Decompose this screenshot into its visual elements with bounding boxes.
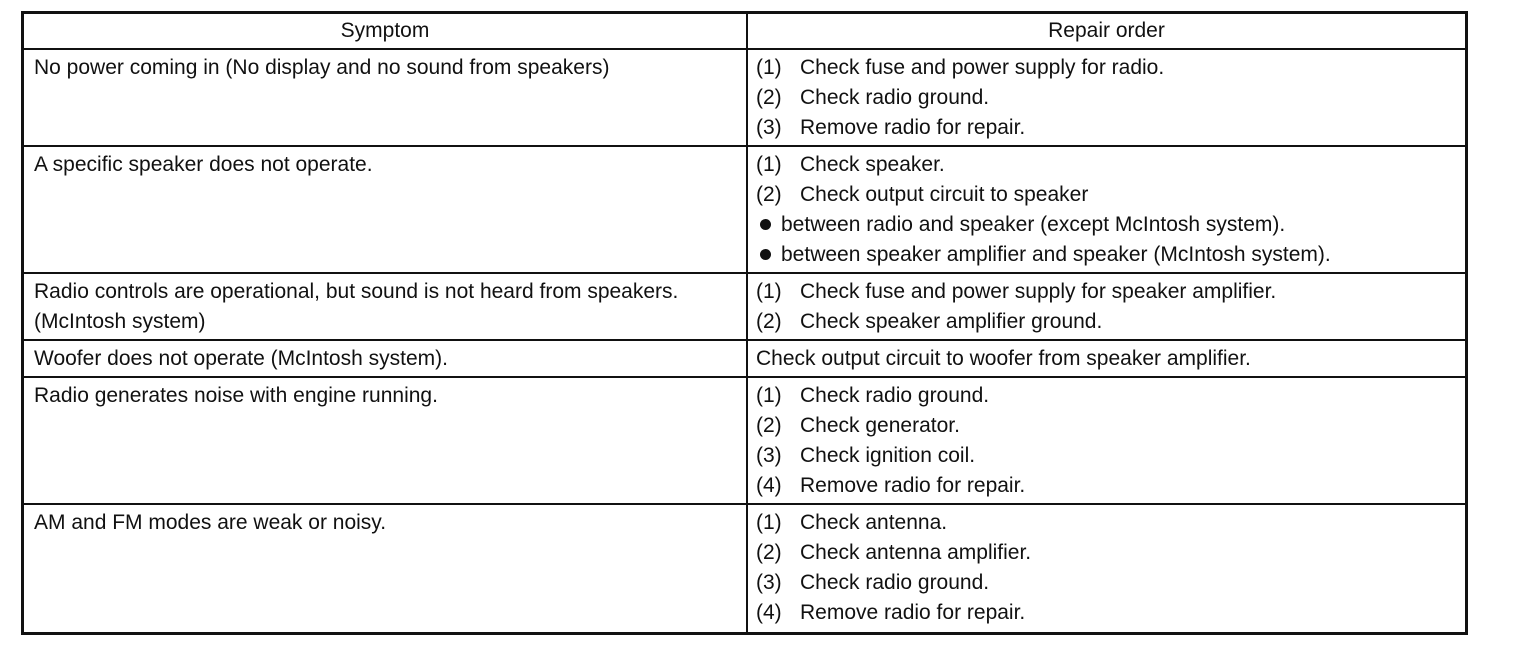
step-text: Check radio ground. — [800, 384, 990, 407]
step-number: (3) — [756, 444, 782, 467]
step-text: Check radio ground. — [800, 86, 990, 109]
step-number: (1) — [756, 511, 782, 534]
step-number: (2) — [756, 414, 782, 437]
repair-step — [756, 307, 1465, 337]
repair-step — [756, 568, 1465, 598]
step-text: Check fuse and power supply for radio. — [800, 56, 1165, 79]
step-text: Check ignition coil. — [800, 444, 976, 467]
step-text: Check output circuit to speaker — [800, 183, 1089, 206]
repair-step — [756, 471, 1465, 501]
step-text: Check antenna amplifier. — [800, 541, 1032, 564]
repair-order-cell — [747, 340, 1465, 377]
symptom-cell: Radio generates noise with engine running. — [24, 377, 747, 504]
step-number: (1) — [756, 384, 782, 407]
bullet-icon — [760, 219, 771, 230]
step-text: Check radio ground. — [800, 571, 990, 594]
repair-order-cell — [747, 49, 1465, 146]
table-row — [24, 340, 1465, 377]
step-number: (2) — [756, 86, 782, 109]
step-text: Remove radio for repair. — [800, 474, 1026, 497]
step-text: Check fuse and power supply for speaker amplifier. — [800, 280, 1277, 303]
symptom-cell: AM and FM modes are weak or noisy. — [24, 504, 747, 632]
repair-order-cell — [747, 504, 1465, 632]
step-text: Check speaker amplifier ground. — [800, 310, 1103, 333]
repair-order-cell — [747, 377, 1465, 504]
symptom-cell: Woofer does not operate (McIntosh system). — [24, 340, 747, 377]
repair-step — [756, 508, 1465, 538]
repair-sub-item — [756, 240, 1465, 270]
repair-step-text: Check output circuit to woofer from speaker amplifier. — [756, 347, 1251, 370]
sub-item-text: between radio and speaker (except McIntosh system). — [781, 213, 1286, 236]
step-text: Remove radio for repair. — [800, 116, 1026, 139]
step-text: Check generator. — [800, 414, 960, 437]
step-number: (1) — [756, 280, 782, 303]
step-text: Check speaker. — [800, 153, 945, 176]
table-row — [24, 146, 1465, 273]
symptom-repair-table — [24, 14, 1465, 632]
header-symptom: Symptom — [24, 14, 747, 49]
repair-step — [756, 150, 1465, 180]
step-number: (3) — [756, 571, 782, 594]
table-row — [24, 273, 1465, 340]
repair-step — [756, 113, 1465, 143]
repair-step — [756, 538, 1465, 568]
table-row — [24, 49, 1465, 146]
step-number: (4) — [756, 601, 782, 624]
step-number: (3) — [756, 116, 782, 139]
header-row — [24, 14, 1465, 49]
repair-step — [756, 83, 1465, 113]
step-text: Check antenna. — [800, 511, 948, 534]
repair-step — [756, 277, 1465, 307]
repair-step — [756, 53, 1465, 83]
repair-step — [756, 381, 1465, 411]
repair-sub-item — [756, 210, 1465, 240]
step-number: (2) — [756, 310, 782, 333]
step-number: (2) — [756, 541, 782, 564]
bullet-icon — [760, 249, 771, 260]
header-repair-order: Repair order — [747, 14, 1465, 49]
symptom-cell: Radio controls are operational, but sound is not heard from speakers. (McIntosh system) — [24, 273, 747, 340]
table-body — [24, 49, 1465, 632]
step-number: (2) — [756, 183, 782, 206]
symptom-cell: No power coming in (No display and no sound from speakers) — [24, 49, 747, 146]
step-text: Remove radio for repair. — [800, 601, 1026, 624]
step-number: (1) — [756, 56, 782, 79]
repair-step — [756, 598, 1465, 628]
repair-order-cell — [747, 273, 1465, 340]
table-row — [24, 377, 1465, 504]
repair-order-cell — [747, 146, 1465, 273]
step-number: (4) — [756, 474, 782, 497]
symptom-cell: A specific speaker does not operate. — [24, 146, 747, 273]
troubleshooting-table — [21, 11, 1468, 635]
table-row — [24, 504, 1465, 632]
step-number: (1) — [756, 153, 782, 176]
repair-step — [756, 441, 1465, 471]
repair-step — [756, 180, 1465, 210]
sub-item-text: between speaker amplifier and speaker (McIntosh system). — [781, 243, 1331, 266]
repair-step — [756, 411, 1465, 441]
